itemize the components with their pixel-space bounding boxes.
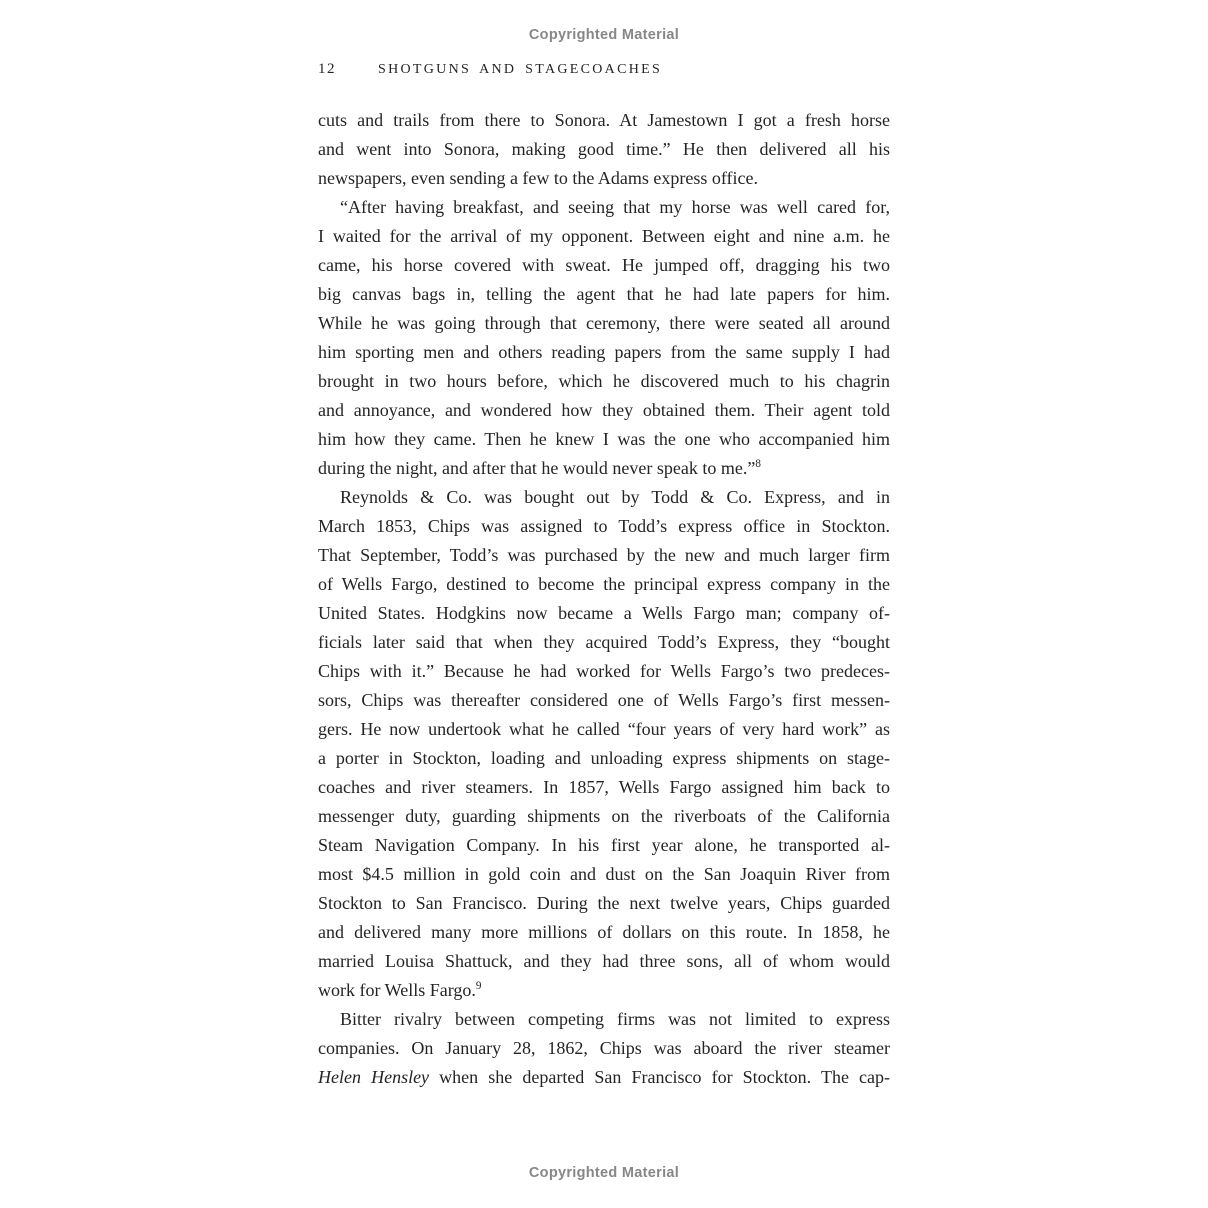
text-line: brought in two hours before, which he discovered much to his chagrin <box>318 371 890 391</box>
copyright-notice-bottom: Copyrighted Material <box>528 1165 680 1181</box>
text-line: and delivered many more millions of dollars on this route. In 1858, he <box>318 922 890 942</box>
text-line: Reynolds & Co. was bought out by Todd & Co. Express, and in <box>340 487 890 507</box>
text-line: during the night, and after that he would never speak to me.”$^8$ <box>318 458 761 478</box>
text-line: ficials later said that when they acquired Todd’s Express, they “bought <box>318 632 890 652</box>
text-line: most $4.5 million in gold coin and dust on the San Joaquin River from <box>318 864 890 884</box>
text-line: of Wells Fargo, destined to become the principal express company in the <box>318 574 890 594</box>
text-line: While he was going through that ceremony, there were seated all around <box>318 313 890 333</box>
text-line: him how they came. Then he knew I was the one who accompanied him <box>318 429 890 449</box>
text-line: United States. Hodgkins now became a Wells Fargo man; company of- <box>318 603 890 623</box>
text-line: work for Wells Fargo.$^9$ <box>318 980 482 1000</box>
text-line: gers. He now undertook what he called “four years of very hard work” as <box>318 719 890 739</box>
text-line: sors, Chips was thereafter considered one of Wells Fargo’s first messen- <box>318 690 890 710</box>
text-line: newspapers, even sending a few to the Adams express office. <box>318 168 759 188</box>
text-line: That September, Todd’s was purchased by the new and much larger firm <box>318 545 890 565</box>
text-line: Chips with it.” Because he had worked for Wells Fargo’s two predeces- <box>318 661 890 681</box>
text-line: Stockton to San Francisco. During the next twelve years, Chips guarded <box>318 893 890 913</box>
text-line: Helen Hensley when she departed San Francisco for Stockton. The cap- <box>318 1067 891 1087</box>
text-line: cuts and trails from there to Sonora. At Jamestown I got a fresh horse <box>318 110 890 130</box>
running-head-title: SHOTGUNS AND STAGECOACHES <box>378 62 663 77</box>
text-line: I waited for the arrival of my opponent. Between eight and nine a.m. he <box>318 226 890 246</box>
page-body <box>318 106 890 1092</box>
text-line: March 1853, Chips was assigned to Todd’s express office in Stockton. <box>318 516 890 536</box>
text-line: Bitter rivalry between competing firms was not limited to express <box>340 1009 890 1029</box>
copyright-notice-top: Copyrighted Material <box>528 27 680 43</box>
text-line: him sporting men and others reading papers from the same supply I had <box>318 342 890 362</box>
text-line: coaches and river steamers. In 1857, Wells Fargo assigned him back to <box>318 777 890 797</box>
text-line: married Louisa Shattuck, and they had three sons, all of whom would <box>318 951 890 971</box>
text-line: “After having breakfast, and seeing that my horse was well cared for, <box>340 197 890 217</box>
text-line: companies. On January 28, 1862, Chips was aboard the river steamer <box>318 1038 890 1058</box>
text-line: came, his horse covered with sweat. He jumped off, dragging his two <box>318 255 890 275</box>
text-line: messenger duty, guarding shipments on the riverboats of the California <box>318 806 890 826</box>
page-number: 12 <box>318 61 336 77</box>
text-line: big canvas bags in, telling the agent that he had late papers for him. <box>318 284 890 304</box>
text-line: a porter in Stockton, loading and unloading express shipments on stage- <box>318 748 890 768</box>
text-line: and annoyance, and wondered how they obtained them. Their agent told <box>318 400 890 420</box>
running-head <box>318 61 662 78</box>
text-line: Steam Navigation Company. In his first year alone, he transported al- <box>318 835 890 855</box>
text-line: and went into Sonora, making good time.” He then delivered all his <box>318 139 890 159</box>
